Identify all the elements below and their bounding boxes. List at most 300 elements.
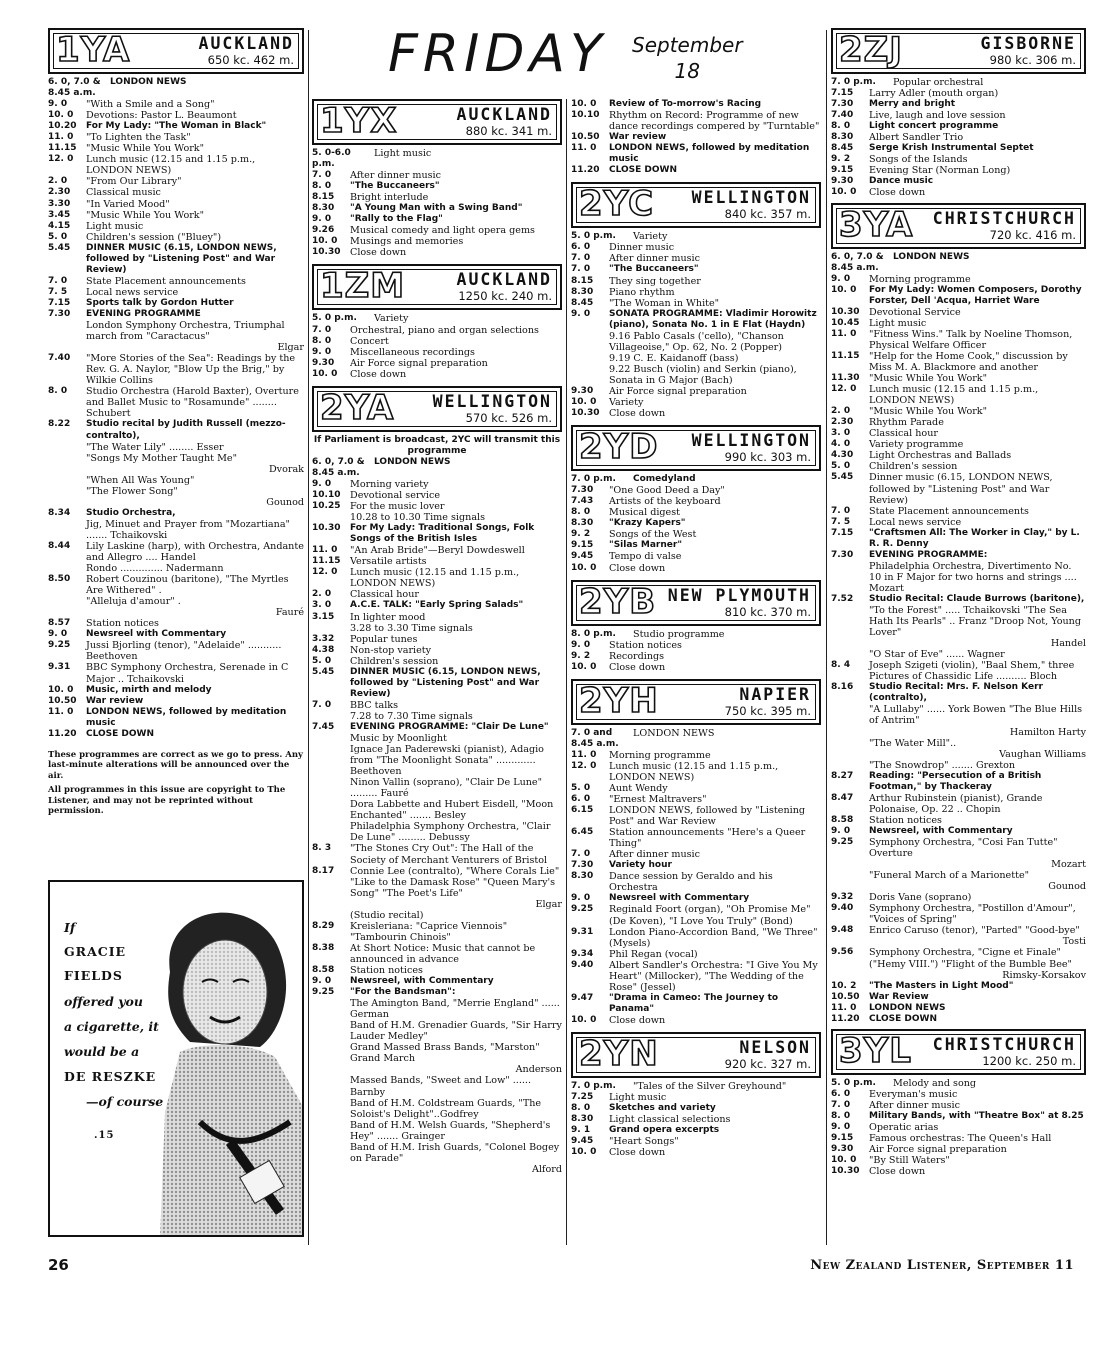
programme-row <box>571 750 821 761</box>
programme-title: "With a Smile and a Song" <box>86 99 215 111</box>
composer-credit: Hamilton Harty <box>1009 726 1086 738</box>
programme-title: Symphony Orchestra, "Cigne et Finale" ("Hemy VIII.") "Flight of the Bumble Bee" <box>869 947 1072 970</box>
composer-credit: Handel <box>1050 638 1086 650</box>
programme-row <box>48 353 304 386</box>
programme-detail: Philadelphia Orchestra, Divertimento No. 10 in F Major for two horns and strings .... Mozart <box>869 560 1077 594</box>
programme-row <box>831 1122 1086 1133</box>
composer-credit: Anderson <box>515 1064 562 1076</box>
programme-time: 7.40 <box>48 353 71 364</box>
programme-time: 9.26 <box>312 225 335 236</box>
programme-row <box>571 640 821 651</box>
programme-time: 7. 0 and 8.45 a.m. <box>571 727 619 749</box>
programme-row <box>312 214 562 225</box>
programme-row <box>571 927 821 949</box>
programme-detail: Jig, Minuet and Prayer from "Mozartiana" ....... Tchaikovski <box>86 518 290 541</box>
programme-time: 9.30 <box>831 1144 854 1155</box>
programme-row <box>312 512 562 523</box>
programme-title: Albert Sandler Trio <box>869 132 964 144</box>
programme-title: Variety <box>609 397 644 409</box>
station-frequency: 720 kc. 416 m. <box>989 227 1076 242</box>
programme-title: "Music While You Work" <box>869 406 988 418</box>
station-banner <box>571 580 821 626</box>
station-banner <box>571 182 821 228</box>
programme-title: LONDON NEWS, followed by meditation music <box>609 143 810 165</box>
programme-time: 7. 0 <box>831 1099 851 1110</box>
programme-title: Lily Laskine (harp), with Orchestra, Andante and Allegro .... Handel <box>86 540 304 564</box>
programme-row <box>312 987 562 998</box>
programme-row <box>312 777 562 799</box>
programme-time: 5. 0 p.m. <box>831 1077 876 1088</box>
programme-time: 3.32 <box>312 633 335 644</box>
programme-time: 10.25 <box>312 501 341 512</box>
programme-row <box>312 1098 562 1120</box>
programme-time: 10. 0 <box>571 562 597 573</box>
programme-row <box>48 232 304 243</box>
station-city: WELLINGTON <box>691 188 811 208</box>
station-banner <box>831 28 1086 74</box>
programme-title: War review <box>86 695 144 706</box>
station-banner <box>48 28 304 74</box>
programme-time: 10. 0 <box>48 684 74 695</box>
programme-row <box>831 439 1086 450</box>
programme-row <box>48 662 304 684</box>
programme-row <box>831 892 1086 903</box>
programme-detail: "The Snowdrop" ....... Grexton <box>869 759 1016 771</box>
programme-title: "To Lighten the Task" <box>86 132 191 144</box>
programme-row <box>831 594 1086 605</box>
programme-title: "One Good Deed a Day" <box>609 485 725 497</box>
programme-time: 8.16 <box>831 682 854 693</box>
programme-time: 11. 0 <box>571 749 597 760</box>
programme-time: 3. 0 <box>831 428 851 439</box>
programme-row <box>831 472 1086 505</box>
programme-row <box>831 176 1086 187</box>
programme-time: 9.15 <box>831 165 854 176</box>
programme-row <box>831 738 1086 749</box>
programme-time: 7. 0 <box>312 324 332 335</box>
programme-title: Close down <box>350 368 407 380</box>
programme-row <box>312 192 562 203</box>
programme-time: 9.34 <box>571 948 594 959</box>
programme-title: Studio recital by Judith Russell (mezzo-contralto), <box>86 419 286 441</box>
programme-time: 7. 5 <box>48 286 68 297</box>
programme-time: 10. 0 <box>831 284 857 295</box>
programme-time: 9.30 <box>831 176 854 187</box>
programme-time: 8. 4 <box>831 660 851 671</box>
station-city: NEW PLYMOUTH <box>667 585 811 605</box>
programme-row <box>831 165 1086 176</box>
programme-time: 8.30 <box>571 871 594 882</box>
programme-row <box>48 176 304 187</box>
programme-time: 10.20 <box>48 121 77 132</box>
programme-row <box>571 242 821 253</box>
programme-row <box>312 722 562 733</box>
programme-title: Classical hour <box>869 428 938 440</box>
composer-credit: Vaughan Williams <box>999 748 1086 760</box>
programme-title: Newsreel with Commentary <box>609 893 750 904</box>
programme-title: Light music <box>609 1092 667 1104</box>
programme-row <box>312 479 562 490</box>
programme-row <box>48 640 304 662</box>
programme-title: Concert <box>350 335 389 347</box>
date-month: September <box>632 33 743 57</box>
programme-title: Sports talk by Gordon Hutter <box>86 297 234 308</box>
programme-time: 7.25 <box>571 1092 594 1103</box>
programme-row <box>831 1144 1086 1155</box>
programme-row <box>312 347 562 358</box>
programme-detail: Band of H.M. Welsh Guards, "Shepherd's Hey" ....... Grainger <box>350 1119 551 1142</box>
programme-row <box>312 313 562 324</box>
programme-row <box>831 970 1086 981</box>
programme-detail: Rondo .............. Nadermann <box>86 563 224 575</box>
programme-row <box>831 826 1086 837</box>
programme-time: 4. 0 <box>831 439 851 450</box>
programme-row <box>48 320 304 342</box>
programme-time: 10.50 <box>48 695 77 706</box>
programme-row <box>571 165 821 176</box>
programme-row <box>831 1003 1086 1014</box>
programme-row <box>312 203 562 214</box>
column-4 <box>831 28 1086 1177</box>
programme-row <box>312 700 562 711</box>
programme-time: 9. 2 <box>571 529 591 540</box>
programme-title: Musical comedy and light opera gems <box>350 225 535 237</box>
programme-time: 8. 0 <box>571 507 591 518</box>
ad-line: GRACIE <box>64 944 127 959</box>
programme-row <box>48 187 304 198</box>
programme-row <box>312 556 562 567</box>
programme-row <box>571 794 821 805</box>
programme-time: 8.30 <box>831 132 854 143</box>
programme-detail: "Funeral March of a Marionette" <box>869 870 1030 882</box>
programme-time: 10.30 <box>312 247 341 258</box>
programme-row <box>48 309 304 320</box>
programme-title: Operatic arias <box>869 1121 939 1133</box>
programme-time: 9. 0 <box>312 976 332 987</box>
programme-row <box>48 276 304 287</box>
programme-title: After dinner music <box>609 253 700 265</box>
programme-row <box>831 793 1086 815</box>
programme-row <box>312 711 562 722</box>
programme-title: Musical digest <box>609 507 681 519</box>
programme-title: Studio Recital: Mrs. F. Nelson Kerr (contralto), <box>869 682 1043 704</box>
programme-detail: "Songs My Mother Taught Me" <box>86 452 237 464</box>
programme-row <box>831 528 1086 550</box>
programme-detail: Massed Bands, "Sweet and Low" ...... Barnby <box>350 1075 532 1098</box>
programme-title: Variety <box>633 231 668 243</box>
programme-time: 7. 0 <box>312 699 332 710</box>
programme-row <box>312 369 562 380</box>
programme-row <box>48 596 304 607</box>
programme-title: "By Still Waters" <box>869 1155 950 1167</box>
programme-row <box>831 417 1086 428</box>
programme-time: 7.30 <box>48 308 71 319</box>
programme-row <box>571 563 821 574</box>
station-banner <box>571 1032 821 1078</box>
programme-detail: "When All Was Young" <box>86 474 195 486</box>
programme-time: 11.15 <box>48 143 77 154</box>
programme-title: Close down <box>609 1014 666 1026</box>
programme-title: Morning programme <box>869 273 971 285</box>
programme-time: 7. 5 <box>831 516 851 527</box>
programme-row <box>831 1133 1086 1144</box>
composer-credit: Dvorak <box>268 463 304 475</box>
programme-row <box>831 318 1086 329</box>
programme-time: 8.58 <box>312 965 335 975</box>
programme-row <box>571 893 821 904</box>
programme-row <box>571 397 821 408</box>
programme-time: 9.15 <box>831 1133 854 1144</box>
programme-row <box>831 947 1086 969</box>
programme-title: Studio Recital: Claude Burrows (baritone), <box>869 593 1085 604</box>
programme-title: Joseph Szigeti (violin), "Baal Shem," three Pictures of Chassidic Life .......... Bloch <box>869 660 1075 683</box>
programme-title: "In Varied Mood" <box>86 198 170 210</box>
station-frequency: 650 kc. 462 m. <box>207 53 294 67</box>
programme-time: 11.20 <box>48 728 77 739</box>
programme-row <box>312 656 562 667</box>
programme-time: 9.30 <box>571 385 594 396</box>
station-city: CHRISTCHURCH <box>932 208 1076 228</box>
ad-code: .15 <box>94 1130 115 1141</box>
programme-row <box>48 685 304 696</box>
programme-detail: Music by Moonlight <box>350 733 447 745</box>
programme-row <box>831 550 1086 561</box>
programme-row <box>312 501 562 512</box>
programme-time: 9.25 <box>831 837 854 847</box>
programme-row <box>48 77 304 99</box>
programme-time: 10. 0 <box>571 1014 597 1025</box>
programme-time: 6.15 <box>571 805 594 816</box>
programme-title: Station notices <box>609 639 682 651</box>
programme-row <box>571 629 821 640</box>
programme-row <box>831 771 1086 793</box>
programme-time: 12. 0 <box>48 154 74 165</box>
programme-row <box>571 331 821 353</box>
ad-line: FIELDS <box>64 968 123 983</box>
programme-title: Evening Star (Norman Long) <box>869 165 1011 177</box>
station-banner <box>312 99 562 145</box>
date-heading <box>632 32 743 84</box>
programme-time: 6. 0 <box>571 242 591 253</box>
programme-title: Dinner music <box>609 242 675 254</box>
programme-detail: 9.22 Busch (violin) and Serkin (piano), Sonata in G Major (Bach) <box>609 363 797 386</box>
programme-title: After dinner music <box>350 170 441 182</box>
programme-row <box>571 353 821 364</box>
programme-time: 10. 0 <box>831 1155 857 1166</box>
programme-row <box>48 143 304 154</box>
programme-time: 9. 0 <box>312 214 332 225</box>
programme-time: 8.22 <box>48 419 71 430</box>
programme-title: "Help for the Home Cook," discussion by Miss M. A. Blackmore and another <box>869 350 1068 373</box>
programme-detail: Band of H.M. Coldstream Guards, "The Soloist's Delight"..Godfrey <box>350 1097 542 1120</box>
programme-title: "Krazy Kapers" <box>609 518 686 529</box>
ad-brand: DE RESZKE <box>64 1069 157 1084</box>
station-callsign: 2YD <box>579 427 659 468</box>
programme-detail: "A Lullaby" ...... York Bowen "The Blue Hills of Antrim" <box>869 704 1083 727</box>
programme-row <box>312 667 562 700</box>
programme-row <box>831 384 1086 406</box>
programme-title: Newsreel with Commentary <box>86 629 227 640</box>
programme-time: 11.30 <box>831 373 860 384</box>
programme-row <box>831 760 1086 771</box>
programme-row <box>571 871 821 893</box>
programme-row <box>831 870 1086 881</box>
programme-time: 7.30 <box>571 485 594 496</box>
programme-time: 9. 0 <box>48 99 68 110</box>
programme-title: "From Our Library" <box>86 176 182 188</box>
programme-time: 8. 0 <box>831 1110 851 1121</box>
programme-title: State Placement announcements <box>86 275 246 287</box>
programme-row <box>831 881 1086 892</box>
programme-title: Grand opera excerpts <box>609 1125 720 1136</box>
programme-title: Lunch music (12.15 and 1.15 p.m., LONDON NEWS) <box>869 384 1039 407</box>
column-rule <box>826 30 827 1245</box>
station-banner <box>831 203 1086 249</box>
programme-row <box>831 660 1086 682</box>
date-day: 18 <box>674 59 700 83</box>
programme-row <box>312 247 562 258</box>
ad-line: —of course <box>86 1094 164 1109</box>
programme-row <box>831 605 1086 638</box>
programme-title: Reginald Foort (organ), "Oh Promise Me" (De Koven), "I Love You Truly" (Bond) <box>609 904 811 927</box>
programme-row <box>831 561 1086 594</box>
station-callsign: 2ZJ <box>839 30 903 70</box>
programme-row <box>831 981 1086 992</box>
programme-detail: Band of H.M. Grenadier Guards, "Sir Harry Lauder Medley" <box>350 1020 562 1043</box>
programme-time: 7.45 <box>312 721 335 732</box>
programme-time: 2. 0 <box>48 176 68 187</box>
programme-title: LONDON NEWS, followed by meditation music <box>86 706 287 728</box>
station-2ya <box>312 386 562 1175</box>
programme-title: BBC talks <box>350 699 399 711</box>
programme-row <box>831 1078 1086 1089</box>
programme-title: CLOSE DOWN <box>609 165 678 176</box>
programme-title: Arthur Rubinstein (pianist), Grande Polonaise, Op. 22 .. Chopin <box>869 792 1043 815</box>
programme-time: 2. 0 <box>831 406 851 417</box>
programme-row <box>831 252 1086 274</box>
programme-row <box>48 386 304 419</box>
programme-row <box>571 231 821 242</box>
programme-row <box>48 629 304 640</box>
programme-time: 11.20 <box>831 1013 860 1024</box>
programme-title: "A Young Man with a Swing Band" <box>350 203 523 214</box>
programme-row <box>48 497 304 508</box>
programme-row <box>831 815 1086 826</box>
programme-row <box>312 358 562 369</box>
station-frequency: 570 kc. 526 m. <box>465 410 552 425</box>
programme-time: 5. 0 <box>312 655 332 666</box>
programme-row <box>831 132 1086 143</box>
programme-row <box>571 518 821 529</box>
programme-row <box>831 373 1086 384</box>
programme-title: They sing together <box>609 275 701 287</box>
programme-time: 10. 0 <box>831 187 857 198</box>
programme-row <box>831 406 1086 417</box>
programme-title: Newsreel, with Commentary <box>869 825 1013 836</box>
programme-row <box>48 221 304 232</box>
programme-time: 9.30 <box>312 357 335 368</box>
programme-row <box>312 1064 562 1075</box>
programme-row <box>571 904 821 926</box>
programme-row <box>571 264 821 275</box>
station-1ya <box>48 28 304 740</box>
programme-title: Station notices <box>350 965 423 976</box>
programme-time: 7. 0 <box>312 170 332 181</box>
programme-time: 2.30 <box>831 417 854 428</box>
station-callsign: 3YL <box>839 1030 912 1071</box>
programme-title: "The Woman in White" <box>609 297 720 309</box>
programme-time: 5. 0 p.m. <box>312 313 357 324</box>
programme-title: Symphony Orchestra, "Cosi Fan Tutte" Overture <box>869 837 1058 860</box>
programme-time: 5. 0 <box>48 231 68 242</box>
programme-row <box>571 960 821 993</box>
station-frequency: 990 kc. 303 m. <box>724 450 811 465</box>
programme-row <box>312 998 562 1020</box>
programme-time: 9.45 <box>571 1136 594 1147</box>
programme-row <box>48 729 304 740</box>
programme-row <box>312 336 562 347</box>
programme-title: Station announcements "Here's a Queer Thing" <box>609 827 806 850</box>
programme-title: "Tales of the Silver Greyhound" <box>633 1081 787 1092</box>
programme-time: 9. 0 <box>571 639 591 650</box>
programme-title: Artists of the keyboard <box>609 496 721 508</box>
station-callsign: 2YC <box>579 184 655 225</box>
programme-row <box>831 154 1086 165</box>
programme-title: Morning programme <box>609 749 711 761</box>
programme-title: Variety <box>374 313 409 325</box>
programme-row <box>312 170 562 181</box>
station-city: GISBORNE <box>980 34 1076 53</box>
programme-row <box>571 132 821 143</box>
programme-time: 11.20 <box>571 165 600 176</box>
programme-time: 10. 0 <box>48 110 74 121</box>
programme-time: 8.58 <box>831 814 854 825</box>
programme-time: 7. 0 <box>571 253 591 264</box>
programme-time: 9.40 <box>831 903 854 914</box>
programme-time: 5.45 <box>48 242 71 253</box>
programme-title: Light music <box>86 220 144 232</box>
programme-time: 6. 0, 7.0 & 8.45 a.m. <box>48 77 101 99</box>
programme-title: At Short Notice: Music that cannot be announced in advance <box>350 942 536 965</box>
programme-row <box>312 236 562 247</box>
programme-time: 7.30 <box>831 99 854 110</box>
programme-row <box>48 419 304 441</box>
station-callsign: 2YA <box>320 387 395 428</box>
programme-row <box>571 253 821 264</box>
programme-row <box>312 1020 562 1042</box>
programme-row <box>831 649 1086 660</box>
programme-row <box>312 910 562 921</box>
programme-time: 8.15 <box>312 192 335 203</box>
programme-title: Station notices <box>869 814 942 826</box>
programme-row <box>831 187 1086 198</box>
programme-title: Variety programme <box>869 439 964 451</box>
programme-row <box>571 408 821 419</box>
programme-title: Live, laugh and love session <box>869 110 1006 122</box>
programme-time: 7. 0 <box>571 849 591 860</box>
programme-time: 8.30 <box>571 1114 594 1125</box>
programme-time: 8.50 <box>48 574 71 585</box>
programme-row <box>312 490 562 501</box>
station-callsign: 3YA <box>839 204 914 245</box>
composer-credit: Elgar <box>277 342 304 354</box>
programme-title: Melody and song <box>893 1077 977 1089</box>
programme-detail: Ignace Jan Paderewski (pianist), Adagio from "The Moonlight Sonata" ............. Beethoven <box>350 744 544 778</box>
programme-row <box>831 99 1086 110</box>
programme-row <box>831 143 1086 154</box>
station-frequency: 840 kc. 357 m. <box>724 207 811 222</box>
programme-title: Versatile artists <box>350 556 427 568</box>
